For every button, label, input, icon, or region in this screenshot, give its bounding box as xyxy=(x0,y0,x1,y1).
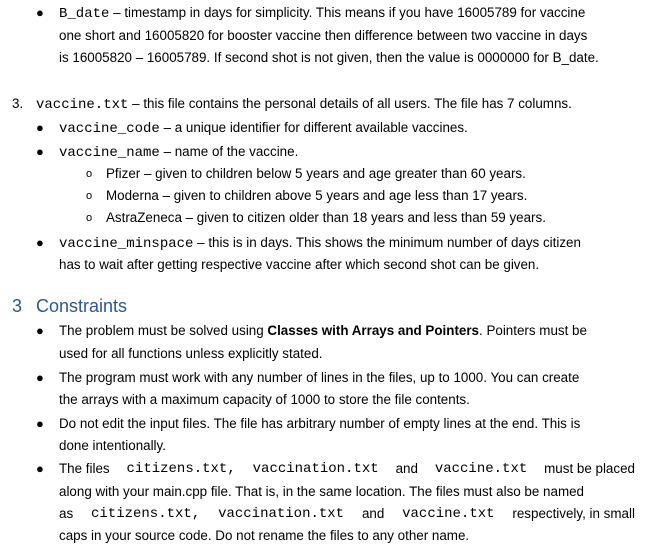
vaccine-file-line xyxy=(36,93,572,116)
constraint-4-line-1 xyxy=(59,458,635,480)
circle-bullet-icon: o xyxy=(86,190,93,202)
constraint-4-line-2: along with your main.cpp file. That is, in the same location. The files must also be named xyxy=(59,484,584,499)
vaccine-file-description: – this file contains the personal details of all users. The file has 7 columns. xyxy=(132,96,572,111)
b-date-term: B_date xyxy=(59,6,110,22)
item-number: 3. xyxy=(12,96,24,111)
constraint-2-line-1: The program must work with any number of lines in the files, up to 1000. You can create xyxy=(59,370,580,385)
field-term: vaccine_name xyxy=(59,145,160,161)
bullet-icon: ● xyxy=(36,461,44,476)
b-date-line-3: is 16005820 – 16005789. If second shot is not given, then the value is 0000000 for B_date. xyxy=(59,50,599,65)
filename-citizens: citizens.txt, xyxy=(91,506,201,522)
constraint-2-line-2: the arrays with a maximum capacity of 1000 to store the file contents. xyxy=(59,392,470,407)
section-heading xyxy=(12,294,127,318)
vaccine-file-name: vaccine.txt xyxy=(36,97,129,113)
field-minspace-line-2: has to wait after getting respective vaccine after which second shot can be given. xyxy=(59,257,540,272)
field-term: vaccine_code xyxy=(59,121,160,137)
bullet-icon: ● xyxy=(36,416,44,431)
constraint-1-post: . Pointers must be xyxy=(479,323,587,338)
field-vaccine-minspace xyxy=(59,232,581,255)
constraint-1-line-1 xyxy=(59,320,587,342)
field-vaccine-code xyxy=(59,117,468,140)
filename-vaccine: vaccine.txt xyxy=(434,461,528,477)
constraint-1-pre: The problem must be solved using xyxy=(59,323,268,338)
circle-bullet-icon: o xyxy=(86,168,93,180)
bullet-icon: ● xyxy=(36,370,44,385)
field-text: – this is in days. This shows the minimum number of days citizen xyxy=(197,235,581,250)
filename-vaccination: vaccination.txt xyxy=(252,461,379,477)
vaccine-item-pfizer: Pfizer – given to children below 5 years and age greater than 60 years. xyxy=(106,166,526,181)
heading-number: 3 xyxy=(12,296,23,316)
constraint-4-as: as xyxy=(59,506,74,521)
constraint-1-line-2: used for all functions unless explicitly stated. xyxy=(59,346,323,361)
b-date-text: – timestamp in days for simplicity. This means if you have 16005789 for vaccine xyxy=(113,5,586,20)
bullet-icon: ● xyxy=(36,144,44,159)
filename-citizens: citizens.txt, xyxy=(126,461,236,477)
constraint-1-bold: Classes with Arrays and Pointers xyxy=(267,323,480,338)
constraint-4-and: and xyxy=(395,461,418,476)
constraint-4-line-3 xyxy=(59,503,635,525)
constraint-4-post: respectively, in small xyxy=(512,506,635,521)
field-vaccine-name xyxy=(59,141,298,164)
heading-title: Constraints xyxy=(36,296,128,316)
field-text: – name of the vaccine. xyxy=(163,144,299,159)
filename-vaccination: vaccination.txt xyxy=(218,506,345,522)
bullet-icon: ● xyxy=(36,120,44,135)
vaccine-item-moderna: Moderna – given to children above 5 years and age less than 17 years. xyxy=(106,188,528,203)
field-term: vaccine_minspace xyxy=(59,236,194,252)
filename-vaccine: vaccine.txt xyxy=(402,506,495,522)
constraint-3-line-2: done intentionally. xyxy=(59,438,166,453)
bullet-icon: ● xyxy=(36,5,44,20)
circle-bullet-icon: o xyxy=(86,212,93,224)
constraint-4-and: and xyxy=(361,506,385,521)
bullet-icon: ● xyxy=(36,235,44,250)
constraint-3-line-1: Do not edit the input files. The file has arbitrary number of empty lines at the end. This is xyxy=(59,416,581,431)
constraint-4-post: must be placed xyxy=(544,461,635,476)
bullet-icon: ● xyxy=(36,323,44,338)
constraint-4-text: The files xyxy=(59,461,110,476)
field-text: – a unique identifier for different available vaccines. xyxy=(163,120,468,135)
vaccine-item-astrazeneca: AstraZeneca – given to citizen older than 18 years and less than 59 years. xyxy=(106,210,546,225)
b-date-line-2: one short and 16005820 for booster vaccine then difference between two vaccine in days xyxy=(59,28,588,43)
constraint-4-line-4: caps in your source code. Do not rename the files to any other name. xyxy=(59,528,470,543)
b-date-line-1 xyxy=(59,2,585,25)
